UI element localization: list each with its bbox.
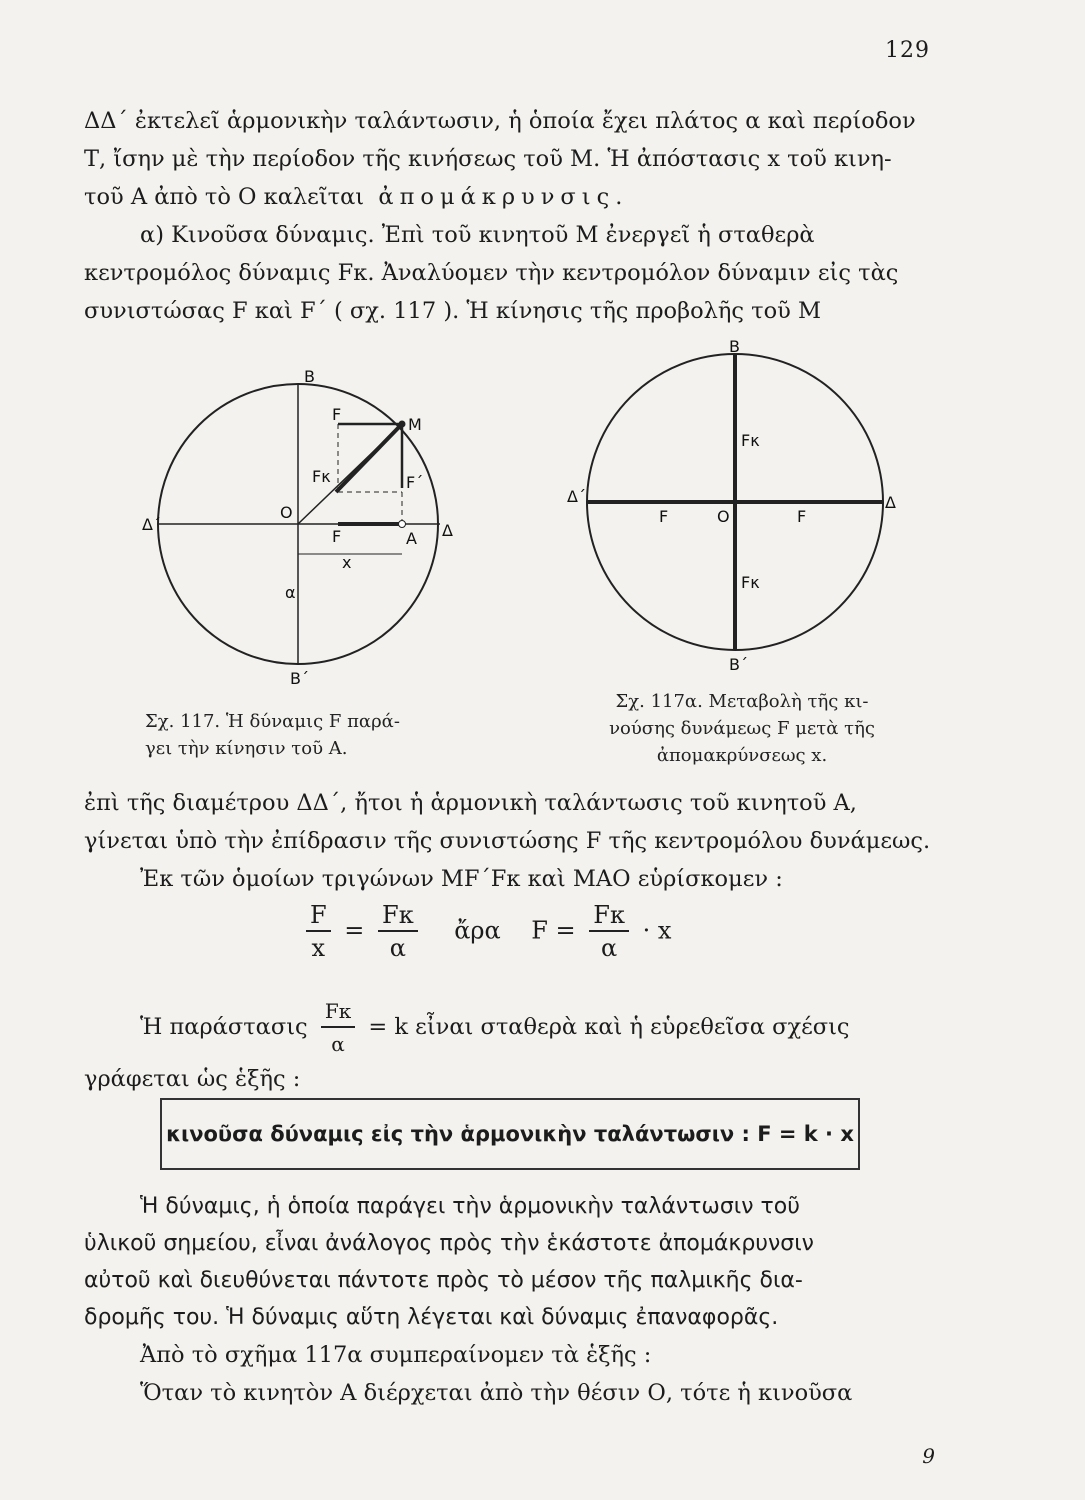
point-m [399, 421, 406, 428]
text-line: τοῦ Α ἀπὸ τὸ Ο καλεῖται ἀπομάκρυνσις. [84, 184, 629, 210]
text-line: ὑλικοῦ σημείου, εἶναι ἀνάλογος πρὸς τὴν ἑκάστοτε ἀπομάκρυνσιν [84, 1231, 814, 1256]
fraction: $\frac{F\kappa}{\alpha}$ [321, 996, 355, 1060]
figure-117a [565, 338, 915, 678]
label-o: O [280, 503, 293, 522]
label-a-amplitude: α [285, 583, 296, 602]
label-fk-top: Fκ [741, 431, 760, 450]
text-line: γίνεται ὑπὸ τὴν ἐπίδρασιν τῆς συνιστώσης F τῆς κεντρομόλου δυνάμεως. [84, 828, 931, 854]
label-f-top: F [332, 405, 342, 424]
figure-117a-caption: Σχ. 117α. Μεταβολὴ τῆς κι- νούσης δυνάμεως F μετὰ τῆς ἀπομακρύνσεως x. [609, 691, 875, 766]
label-x: x [342, 553, 352, 572]
conclusion-paragraph [84, 1188, 936, 1336]
text-line: Ἀπὸ τὸ σχῆμα 117α συμπεραίνομεν τὰ ἑξῆς : [140, 1342, 652, 1368]
label-a: A [406, 529, 417, 548]
label-o: O [717, 507, 730, 526]
text-line: Ὅταν τὸ κινητὸν Α διέρχεται ἀπὸ τὴν θέσιν Ο, τότε ἡ κινοῦσα [140, 1380, 853, 1406]
label-delta-prime: Δ΄ [142, 515, 161, 534]
figure-117 [140, 358, 460, 688]
label-b-prime: B΄ [729, 655, 748, 674]
label-f-bottom: F [332, 527, 342, 546]
text-line: α) Κινοῦσα δύναμις. Ἐπὶ τοῦ κινητοῦ Μ ἐνεργεῖ ἡ σταθερὰ [140, 222, 815, 248]
text-line: Τ, ἴσην μὲ τὴν περίοδον τῆς κινήσεως τοῦ Μ. Ἡ ἀπόστασις x τοῦ κινη- [84, 146, 892, 172]
boxed-formula: κινοῦσα δύναμις εἰς τὴν ἁρμονικὴν ταλάντωσιν : F = k · x [160, 1098, 860, 1170]
label-delta: Δ [885, 493, 896, 512]
label-b: B [304, 367, 315, 386]
label-f-left: F [659, 507, 669, 526]
text-line: δρομῆς του. Ἡ δύναμις αὕτη λέγεται καὶ δύναμις ἐπαναφορᾶς. [84, 1305, 779, 1330]
fk-vector [336, 424, 402, 492]
text-line: ἐπὶ τῆς διαμέτρου ΔΔ΄, ἤτοι ἡ ἁρμονικὴ ταλάντωσις τοῦ κινητοῦ Α, [84, 790, 857, 816]
fraction: $\frac{F\kappa}{\alpha}$ [378, 900, 418, 964]
spaced-term: ἀπομάκρυνσις. [378, 184, 629, 210]
fraction: $\frac{F}{x}$ [306, 900, 331, 964]
label-fk: Fκ [312, 467, 331, 486]
label-b-prime: B΄ [290, 669, 309, 688]
intro-paragraph [84, 102, 936, 330]
figure-117-caption: Σχ. 117. Ἡ δύναμις F παρά- γει τὴν κίνησιν τοῦ Α. [145, 711, 400, 759]
label-m: M [408, 415, 422, 434]
text-line: αὐτοῦ καὶ διευθύνεται πάντοτε πρὸς τὸ μέσον τῆς παλμικῆς δια- [84, 1268, 803, 1293]
text-line: Ἐκ τῶν ὁμοίων τριγώνων MF΄Fκ καὶ ΜΑΟ εὑρίσκομεν : [140, 866, 783, 892]
footer-page-number: 9 [922, 1444, 935, 1468]
label-fk-bottom: Fκ [741, 573, 760, 592]
label-f-prime: F΄ [406, 473, 424, 492]
body-paragraph [84, 784, 936, 898]
text-line: συνιστώσας F καὶ F΄ ( σχ. 117 ). Ἡ κίνησις τῆς προβολῆς τοῦ Μ [84, 298, 822, 324]
label-delta: Δ [442, 521, 453, 540]
text-line: κεντρομόλος δύναμις Fκ. Ἀναλύομεν τὴν κεντρομόλον δύναμιν εἰς τὰς [84, 260, 899, 286]
text-line: Ἡ παράστασις $\frac{F\kappa}{\alpha}$ = k εἶναι σταθερὰ καὶ ἡ εὑρεθεῖσα σχέσις [84, 996, 936, 1060]
label-f-right: F [797, 507, 807, 526]
point-a [399, 521, 406, 528]
expression-paragraph [84, 996, 936, 1098]
label-delta-prime: Δ΄ [567, 487, 586, 506]
page-number: 129 [885, 38, 930, 63]
fraction: $\frac{F\kappa}{\alpha}$ [589, 900, 629, 964]
equation: $\frac{F}{x}$ = $\frac{F\kappa}{\alpha}$ ἄρα F = $\frac{F\kappa}{\alpha}$ · x [300, 900, 671, 964]
label-b: B [729, 338, 740, 356]
final-paragraph [84, 1336, 936, 1412]
text-line: γράφεται ὡς ἑξῆς : [84, 1066, 301, 1092]
text-line: Ἡ δύναμις, ἡ ὁποία παράγει τὴν ἁρμονικὴν ταλάντωσιν τοῦ [140, 1194, 800, 1219]
text-line: ΔΔ΄ ἐκτελεῖ ἁρμονικὴν ταλάντωσιν, ἡ ὁποία ἔχει πλάτος α καὶ περίοδον [84, 108, 916, 134]
